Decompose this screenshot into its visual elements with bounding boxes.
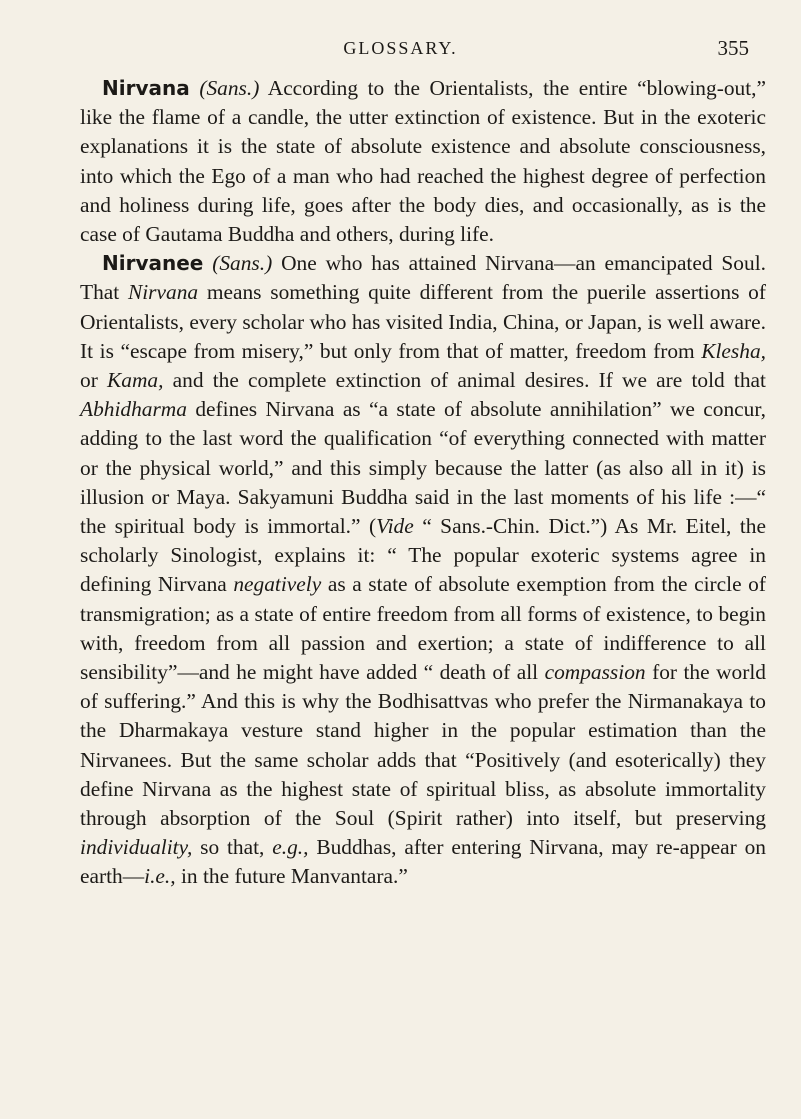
- glossary-content: [80, 74, 766, 892]
- headword: Nirvanee: [102, 251, 204, 276]
- definition-text: for the world of suffering.” And this is why the Bodhisattvas who prefer the Nirmanakaya to the Dharmakaya vesture stand higher in the popular estimation than the Nirvanees. But the same scholar adds that “Positively (and esoterically) they define Nirvana as the highest state of spiritual bliss, as absolute immortality through absorption of the Soul (Spirit rather) into itself, but preserving: [80, 660, 766, 831]
- italic-term: individuality,: [80, 835, 193, 860]
- italic-term: Kama,: [107, 368, 164, 393]
- italic-term: e.g.,: [272, 835, 309, 860]
- italic-term: compassion: [544, 660, 646, 685]
- definition-text: so that,: [192, 835, 273, 860]
- italic-term: Abhidharma: [80, 397, 187, 422]
- headword: Nirvana: [102, 76, 190, 100]
- definition-text: in the future Manvantara.”: [175, 864, 408, 889]
- italic-term: Vide: [376, 514, 414, 539]
- glossary-entry-nirvana: [80, 74, 766, 249]
- definition-text: “ Sans.-Chin. Dict.”) As Mr. Eitel, the scholarly Sinologist, explains it: “ The popular exoteric systems agree in defining Nirvana: [80, 514, 766, 597]
- italic-term: Nirvana: [127, 280, 199, 305]
- running-title: GLOSSARY.: [343, 38, 458, 58]
- language-tag: (Sans.): [212, 251, 273, 276]
- page-number: 355: [717, 36, 749, 60]
- definition-text: defines Nirvana as “a state of absolute annihilation” we concur, adding to the last word the qualification “of everything connected with matter or the physical world,” and this simply because the latter (as also all in it) is illusion or Maya. Sakyamuni Buddha said in the last moments of his life :—“ the spiritual body is immortal.” (: [80, 397, 766, 539]
- italic-term: Klesha,: [701, 338, 766, 363]
- definition-text: One who has attained Nirvana—an emancipated Soul. That: [80, 251, 766, 305]
- glossary-entry-nirvanee: [80, 249, 766, 891]
- running-header: [0, 32, 801, 64]
- italic-term: i.e.,: [144, 864, 176, 889]
- italic-term: negatively: [233, 572, 322, 597]
- definition-text: According to the Orientalists, the entire “blowing-out,” like the flame of a candle, the utter extinction of existence. But in the exoteric explanations it is the state of absolute existence and absolute consciousness, into which the Ego of a man who had reached the highest degree of perfection and holiness during life, goes after the body dies, and occasionally, as is the case of Gautama Buddha and others, during life.: [80, 76, 766, 247]
- language-tag: (Sans.): [199, 76, 260, 100]
- definition-text: Buddhas, after entering Nirvana, may re-appear on earth—: [80, 835, 766, 889]
- definition-text: and the complete extinction of animal desires. If we are told that: [163, 368, 766, 393]
- definition-text: as a state of absolute exemption from the circle of transmigration; as a state of entire freedom from all forms of existence, to begin with, freedom from all passion and exertion; a state of indifference to all sensibility”—and he might have added “ death of all: [80, 572, 766, 685]
- definition-text: or: [80, 368, 107, 393]
- definition-text: means something quite different from the puerile assertions of Orientalists, every scholar who has visited India, China, or Japan, is well aware. It is “escape from misery,” but only from that of matter, freedom from: [80, 280, 767, 363]
